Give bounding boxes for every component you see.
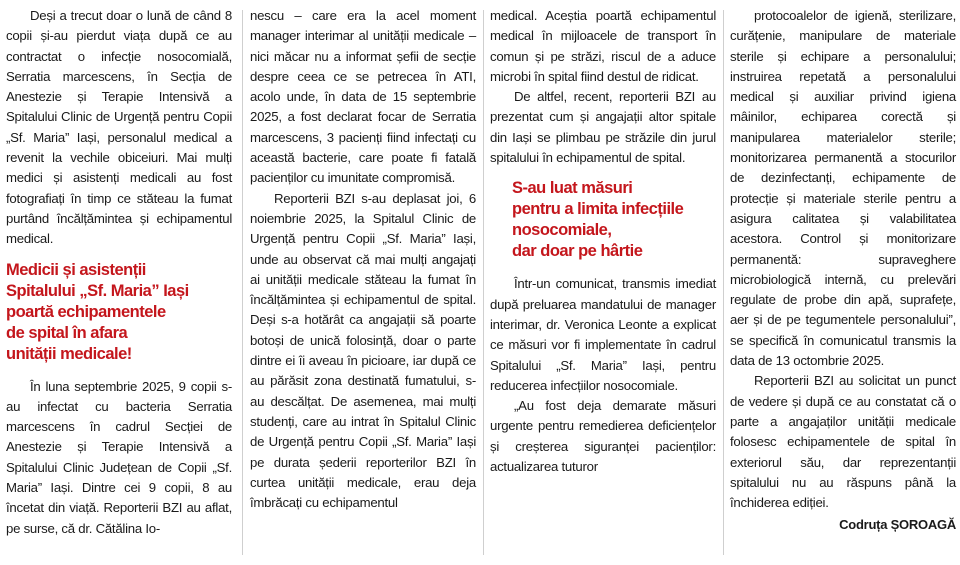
subheading-medics — [6, 260, 232, 365]
column-divider — [483, 10, 484, 555]
subheading-line: unității medicale! — [6, 344, 132, 363]
column-divider — [242, 10, 243, 555]
author-byline: Codruța ȘOROAGĂ — [839, 517, 956, 533]
subheading-line: nosocomiale, — [512, 221, 612, 240]
paragraph: „Au fost deja demarate măsuri urgente pentru remedierea deficiențelor și creșterea siguranței pacienților: actualizarea tuturor — [490, 398, 716, 475]
subheading-measures — [490, 178, 716, 262]
subheading-line: Medicii și asistenții — [6, 260, 146, 279]
subheading-line: S-au luat măsuri — [512, 179, 633, 198]
subheading-line: de spital în afara — [6, 323, 128, 342]
paragraph: protocoalelor de igienă, sterilizare, curățenie, manipulare de materiale sterile și echipare a personalului; instruirea repetată a personalului medical și auxiliar privind igiena mâinilor, echiparea corectă și manipularea materialelor sterile; monitorizarea permanentă a stocurilor de dezinfectanți, echipamente de protecție și materiale sterile pentru a asigura calitatea și valabilitatea acestora. Control și monitorizare permanentă: supraveghere microbiologică internă, cu prelevări regulate de probe din apă, suprafețe, aer și de pe tegumentele personalului”, se specifică în comunicatul transmis la data de 13 octombrie 2025. — [730, 8, 956, 369]
subheading-line: pentru a limita infecțiile — [512, 200, 684, 219]
paragraph: Reporterii BZI au solicitat un punct de vedere și după ce au constatat că o parte a angajaților unității medicale folosesc echipamentele de spital în exteriorul său, dar reprezentanții spitalului nu au răspuns până la închiderea ediției. — [730, 373, 956, 511]
paragraph: Într-un comunicat, transmis imediat după preluarea mandatului de manager interimar, dr. Veronica Leonte a explicat ce măsuri vor fi implementate în cadrul Spitalului „Sf. Maria” Iași, pentru reducerea infecțiilor nosocomiale. — [490, 276, 716, 393]
subheading-line: poartă echipamentele — [6, 302, 166, 321]
paragraph: De altfel, recent, reporterii BZI au prezentat cum și angajații altor spitale din Iași se plimbau pe străzile din jurul spitalului în echipamentul de spital. — [490, 89, 716, 166]
article-column-3 — [490, 6, 716, 477]
subheading-line: Spitalului „Sf. Maria” Iași — [6, 281, 189, 300]
subheading-line: dar doar pe hârtie — [512, 242, 643, 261]
paragraph: medical. Aceștia poartă echipamentul medical în mijloacele de transport în comun și pe străzi, riscul de a aduce microbi în spital fiind destul de ridicat. — [490, 8, 716, 84]
column-divider — [723, 10, 724, 555]
article-column-4 — [730, 6, 956, 535]
paragraph: nescu – care era la acel moment manager interimar al unității medicale – nici măcar nu a informat șefii de secție despre ceea ce se petrecea în ATI, acolo unde, în data de 15 septembrie 2025, a fost declarat focar de Serratia marcescens, 3 pacienți fiind infectați cu această bacterie, care poate fi fatală pacienților cu imunitate compromisă. — [250, 8, 476, 186]
article-column-2 — [250, 6, 476, 513]
article-column-1 — [6, 6, 232, 539]
paragraph: În luna septembrie 2025, 9 copii s-au infectat cu bacteria Serratia marcescens în cadrul Secției de Anestezie și Terapie Intensivă a Spitalului Clinic Județean de Copii „Sf. Maria” Iași. Dintre cei 9 copii, 8 au încetat din viață. Reporterii BZI au aflat, pe surse, că dr. Cătălina Io- — [6, 378, 232, 536]
paragraph: Deși a trecut doar o lună de când 8 copii și-au pierdut viața după ce au contractat o infecție nosocomială, Serratia marcescens, în Secția de Anestezie și Terapie Intensivă a Spitalului Clinic de Urgență pentru Copii „Sf. Maria” Iași, personalul medical a revenit la vechile obiceiuri. Mai mulți medici și asistenți medicali au fost fotografiați în timp ce stăteau la fumat purtând încălțămintea și echipamentul medical. — [6, 8, 232, 247]
paragraph: Reporterii BZI s-au deplasat joi, 6 noiembrie 2025, la Spitalul Clinic de Urgență pentru Copii „Sf. Maria” Iași, unde au observat că mai mulți angajați ai unității medicale stăteau la fumat în încălțămintea și echipamentul de spital. Deși s-a hotărât ca angajații să poarte botoși de unică folosință, doar o parte dintre ei îi aveau în picioare, iar după ce au părăsit zona destinată fumatului, s-au descălțat. De asemenea, mai mulți studenți, care au intrat în Spitalul Clinic de Urgență pentru Copii „Sf. Maria” Iași pe durata șederii reporterilor BZI în curtea unității medicale, erau deja îmbrăcați cu echipamentul — [250, 190, 476, 511]
